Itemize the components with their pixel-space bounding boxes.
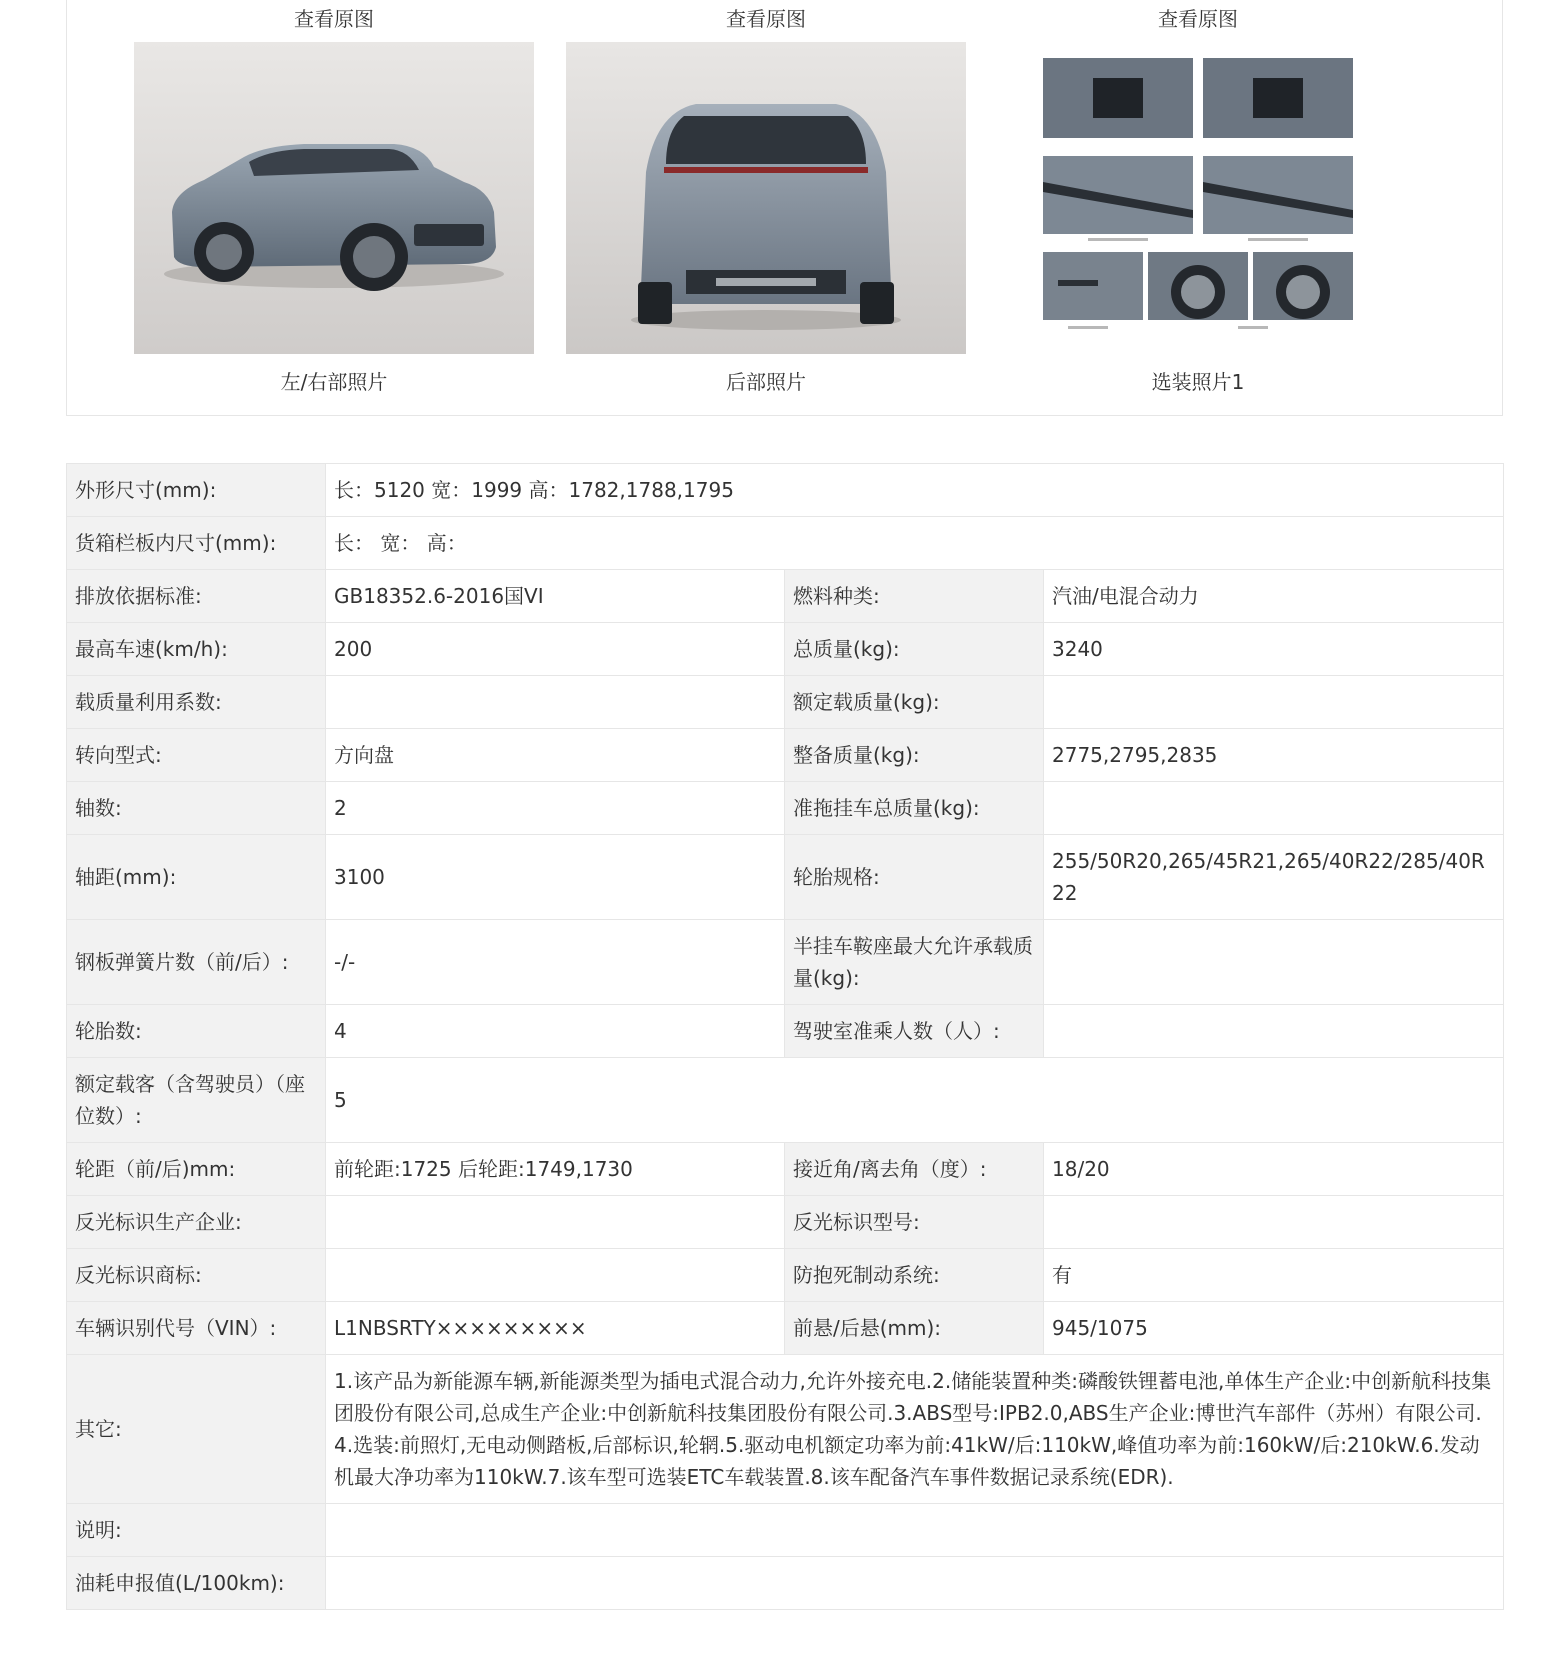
- table-row: [67, 920, 1504, 1005]
- param-value: L1NBSRTY×××××××××: [326, 1302, 785, 1355]
- param-label: 车辆识别代号（VIN）:: [67, 1302, 326, 1355]
- photo-column-options: [998, 0, 1398, 394]
- param-label: 转向型式:: [67, 729, 326, 782]
- table-row: [67, 1058, 1504, 1143]
- car-rear-photo[interactable]: [566, 42, 966, 354]
- photo-caption: 后部照片: [726, 370, 806, 394]
- param-value: 945/1075: [1044, 1302, 1504, 1355]
- photo-column-side: [134, 0, 534, 394]
- car-side-photo[interactable]: [134, 42, 534, 354]
- table-row: [67, 464, 1504, 517]
- param-label: 排放依据标准:: [67, 570, 326, 623]
- param-value: [1044, 676, 1504, 729]
- param-label: 反光标识商标:: [67, 1249, 326, 1302]
- param-label: 前悬/后悬(mm):: [785, 1302, 1044, 1355]
- table-row: [67, 1005, 1504, 1058]
- param-value: -/-: [326, 920, 785, 1005]
- param-value: [1044, 1005, 1504, 1058]
- param-label: 钢板弹簧片数（前/后）:: [67, 920, 326, 1005]
- param-value: 200: [326, 623, 785, 676]
- table-row: [67, 1302, 1504, 1355]
- param-value: 方向盘: [326, 729, 785, 782]
- table-row: [67, 782, 1504, 835]
- param-value: 5: [326, 1058, 1504, 1143]
- param-value: 2: [326, 782, 785, 835]
- table-row: [67, 1355, 1504, 1504]
- view-original-link[interactable]: 查看原图: [294, 7, 374, 31]
- param-value: 2775,2795,2835: [1044, 729, 1504, 782]
- param-value: [326, 1196, 785, 1249]
- photo-caption: 选装照片1: [1151, 370, 1245, 394]
- param-value: [326, 1249, 785, 1302]
- param-label: 轮距（前/后)mm:: [67, 1143, 326, 1196]
- param-label: 其它:: [67, 1355, 326, 1504]
- param-label: 总质量(kg):: [785, 623, 1044, 676]
- photo-column-rear: [566, 0, 966, 394]
- param-label: 反光标识生产企业:: [67, 1196, 326, 1249]
- param-label: 半挂车鞍座最大允许承载质量(kg):: [785, 920, 1044, 1005]
- param-value: 汽油/电混合动力: [1044, 570, 1504, 623]
- param-value: 255/50R20,265/45R21,265/40R22/285/40R22: [1044, 835, 1504, 920]
- table-row: [67, 1504, 1504, 1557]
- param-label: 驾驶室准乘人数（人）:: [785, 1005, 1044, 1058]
- param-value: 长：5120 宽：1999 高：1782,1788,1795: [326, 464, 1504, 517]
- param-value: GB18352.6-2016国VI: [326, 570, 785, 623]
- param-label: 油耗申报值(L/100km):: [67, 1557, 326, 1610]
- param-label: 准拖挂车总质量(kg):: [785, 782, 1044, 835]
- param-label: 最高车速(km/h):: [67, 623, 326, 676]
- param-label: 外形尺寸(mm):: [67, 464, 326, 517]
- param-label: 燃料种类:: [785, 570, 1044, 623]
- param-value: [326, 1504, 1504, 1557]
- param-label: 轴距(mm):: [67, 835, 326, 920]
- table-row: [67, 676, 1504, 729]
- table-row: [67, 570, 1504, 623]
- table-row: [67, 623, 1504, 676]
- param-value: 18/20: [1044, 1143, 1504, 1196]
- param-label: 接近角/离去角（度）:: [785, 1143, 1044, 1196]
- view-original-link[interactable]: 查看原图: [726, 7, 806, 31]
- table-row: [67, 1557, 1504, 1610]
- photo-panel: [66, 0, 1503, 416]
- param-value: 前轮距:1725 后轮距:1749,1730: [326, 1143, 785, 1196]
- view-original-link[interactable]: 查看原图: [1158, 7, 1238, 31]
- param-value: [1044, 920, 1504, 1005]
- param-value: 3100: [326, 835, 785, 920]
- param-label: 额定载质量(kg):: [785, 676, 1044, 729]
- table-row: [67, 835, 1504, 920]
- table-row: [67, 1196, 1504, 1249]
- param-label: 轮胎数:: [67, 1005, 326, 1058]
- table-row: [67, 729, 1504, 782]
- param-value: 长： 宽： 高：: [326, 517, 1504, 570]
- param-label: 货箱栏板内尺寸(mm):: [67, 517, 326, 570]
- param-value: 有: [1044, 1249, 1504, 1302]
- param-label: 整备质量(kg):: [785, 729, 1044, 782]
- table-row: [67, 1249, 1504, 1302]
- param-value: [326, 676, 785, 729]
- param-label: 防抱死制动系统:: [785, 1249, 1044, 1302]
- param-label: 载质量利用系数:: [67, 676, 326, 729]
- vehicle-params-table: [66, 463, 1504, 1610]
- param-value: 1.该产品为新能源车辆,新能源类型为插电式混合动力,允许外接充电.2.储能装置种类:磷酸铁锂蓄电池,单体生产企业:中创新航科技集团股份有限公司,总成生产企业:中创新航科技集团股份有限公司.3.ABS型号:IPB2.0,ABS生产企业:博世汽车部件（苏州）有限公司.4.选装:前照灯,无电动侧踏板,后部标识,轮辋.5.驱动电机额定功率为前:41kW/后:110kW,峰值功率为前:160kW/后:210kW.6.发动机最大净功率为110kW.7.该车型可选装ETC车载装置.8.该车配备汽车事件数据记录系统(EDR).: [326, 1355, 1504, 1504]
- param-value: [1044, 782, 1504, 835]
- param-value: [1044, 1196, 1504, 1249]
- param-label: 反光标识型号:: [785, 1196, 1044, 1249]
- param-label: 说明:: [67, 1504, 326, 1557]
- car-options-photo[interactable]: [998, 42, 1398, 354]
- param-value: [326, 1557, 1504, 1610]
- table-row: [67, 517, 1504, 570]
- param-label: 轮胎规格:: [785, 835, 1044, 920]
- param-label: 轴数:: [67, 782, 326, 835]
- param-value: 4: [326, 1005, 785, 1058]
- photo-caption: 左/右部照片: [280, 370, 388, 394]
- table-row: [67, 1143, 1504, 1196]
- param-value: 3240: [1044, 623, 1504, 676]
- param-label: 额定载客（含驾驶员）（座位数）:: [67, 1058, 326, 1143]
